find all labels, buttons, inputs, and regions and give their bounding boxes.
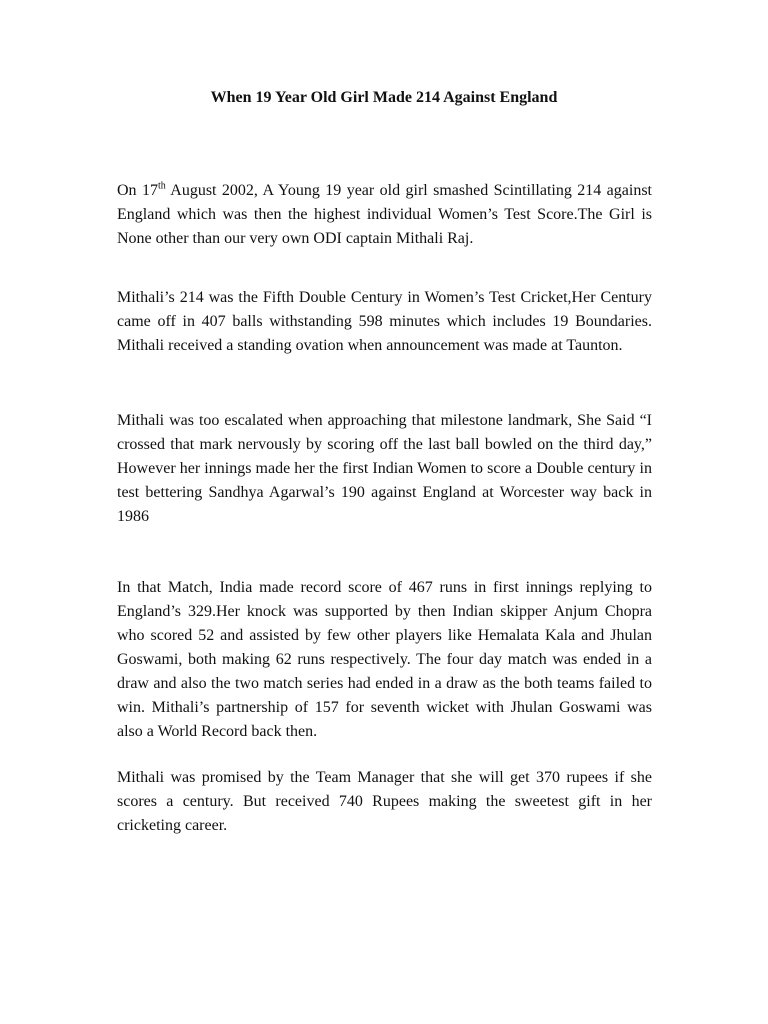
paragraph-2: Mithali’s 214 was the Fifth Double Century in Women’s Test Cricket,Her Century came off in 407 balls withstanding 598 minutes which includes 19 Boundaries. Mithali received a standing ovation when announcement was made at Taunton. <box>117 289 652 354</box>
paragraph-1-rest: August 2002, A Young 19 year old girl smashed Scintillating 214 against England which was then the highest individual Women’s Test Score.The Girl is None other than our very own ODI captain Mithali Raj. <box>117 182 652 247</box>
paragraph-1 <box>117 179 652 251</box>
paragraph-4: In that Match, India made record score of 467 runs in first innings replying to England’s 329.Her knock was supported by then Indian skipper Anjum Chopra who scored 52 and assisted by few other players like Hemalata Kala and Jhulan Goswami, both making 62 runs respectively. The four day match was ended in a draw and also the two match series had ended in a draw as the both teams failed to win. Mithali’s partnership of 157 for seventh wicket with Jhulan Goswami was also a World Record back then. <box>117 579 652 740</box>
date-superscript: th <box>157 180 166 192</box>
paragraph-3: Mithali was too escalated when approaching that milestone landmark, She Said “I crossed that mark nervously by scoring off the last ball bowled on the third day,” However her innings made her the first Indian Women to score a Double century in test bettering Sandhya Agarwal’s 190 against England at Worcester way back in 1986 <box>117 412 652 525</box>
paragraph-1-start: On 17 <box>117 182 158 199</box>
paragraph-5: Mithali was promised by the Team Manager that she will get 370 rupees if she scores a century. But received 740 Rupees making the sweetest gift in her cricketing career. <box>117 769 652 834</box>
document-title: When 19 Year Old Girl Made 214 Against England <box>210 89 558 106</box>
